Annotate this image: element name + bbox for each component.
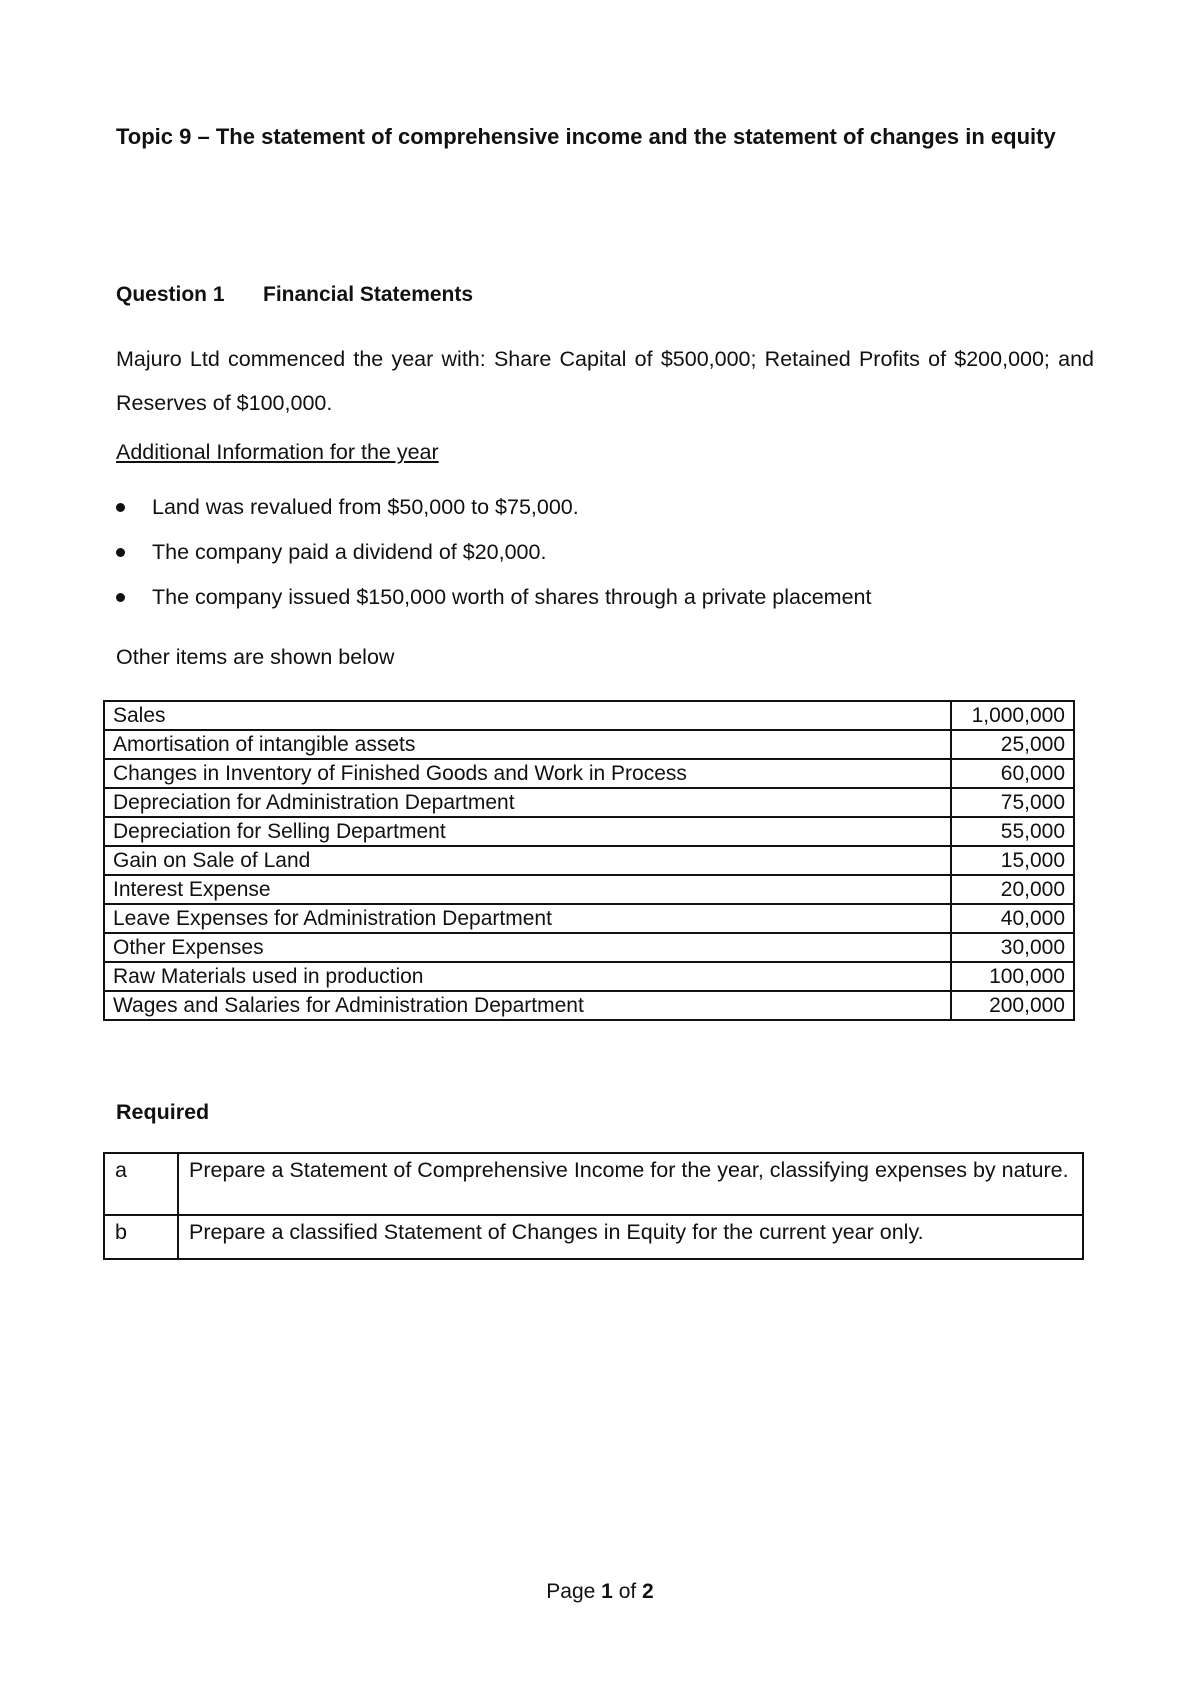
table-row <box>104 788 1074 817</box>
item-label: Amortisation of intangible assets <box>104 730 951 759</box>
item-amount: 25,000 <box>951 730 1074 759</box>
table-row <box>104 991 1074 1020</box>
required-text: Prepare a Statement of Comprehensive Income for the year, classifying expenses by nature. <box>178 1153 1083 1215</box>
list-item <box>116 585 871 630</box>
item-amount: 30,000 <box>951 933 1074 962</box>
table-row <box>104 904 1074 933</box>
bullet-icon <box>116 548 125 557</box>
list-item <box>116 495 871 540</box>
table-row <box>104 701 1074 730</box>
bullet-text: The company paid a dividend of $20,000. <box>152 540 547 564</box>
item-label: Interest Expense <box>104 875 951 904</box>
bullet-icon <box>116 503 125 512</box>
item-amount: 60,000 <box>951 759 1074 788</box>
item-label: Wages and Salaries for Administration Department <box>104 991 951 1020</box>
table-row <box>104 933 1074 962</box>
table-row <box>104 730 1074 759</box>
item-amount: 55,000 <box>951 817 1074 846</box>
table-row <box>104 1153 1083 1215</box>
table-row <box>104 759 1074 788</box>
item-label: Leave Expenses for Administration Department <box>104 904 951 933</box>
page-footer <box>0 1580 1200 1604</box>
item-amount: 15,000 <box>951 846 1074 875</box>
bullet-icon <box>116 593 125 602</box>
required-letter: a <box>104 1153 178 1215</box>
table-row <box>104 875 1074 904</box>
bullet-text: Land was revalued from $50,000 to $75,000. <box>152 495 579 519</box>
required-table <box>103 1152 1084 1260</box>
item-amount: 20,000 <box>951 875 1074 904</box>
table-row <box>104 962 1074 991</box>
item-label: Depreciation for Selling Department <box>104 817 951 846</box>
question-title: Financial Statements <box>263 283 474 306</box>
item-label: Sales <box>104 701 951 730</box>
item-amount: 1,000,000 <box>951 701 1074 730</box>
footer-page-current: 1 <box>601 1580 613 1603</box>
footer-of-word: of <box>618 1580 637 1603</box>
question-heading <box>116 283 473 307</box>
list-item <box>116 540 871 585</box>
bullet-list <box>116 495 871 630</box>
item-label: Gain on Sale of Land <box>104 846 951 875</box>
question-number: Question 1 <box>116 283 225 306</box>
required-letter: b <box>104 1215 178 1259</box>
item-label: Raw Materials used in production <box>104 962 951 991</box>
footer-page-total: 2 <box>642 1580 654 1603</box>
bullet-text: The company issued $150,000 worth of shares through a private placement <box>152 585 872 609</box>
items-table <box>103 700 1075 1021</box>
required-text: Prepare a classified Statement of Changes in Equity for the current year only. <box>178 1215 1083 1259</box>
page-title: Topic 9 – The statement of comprehensive income and the statement of changes in equity <box>116 124 1056 149</box>
item-label: Depreciation for Administration Department <box>104 788 951 817</box>
additional-info-heading: Additional Information for the year <box>116 440 439 464</box>
item-amount: 40,000 <box>951 904 1074 933</box>
table-row <box>104 1215 1083 1259</box>
item-amount: 75,000 <box>951 788 1074 817</box>
item-amount: 200,000 <box>951 991 1074 1020</box>
other-items-text: Other items are shown below <box>116 645 395 669</box>
item-label: Changes in Inventory of Finished Goods and Work in Process <box>104 759 951 788</box>
item-amount: 100,000 <box>951 962 1074 991</box>
item-label: Other Expenses <box>104 933 951 962</box>
table-row <box>104 846 1074 875</box>
required-heading: Required <box>116 1100 210 1124</box>
footer-page-word: Page <box>546 1580 596 1603</box>
intro-paragraph: Majuro Ltd commenced the year with: Share Capital of $500,000; Retained Profits of $200,000; and Reserves of $100,000. <box>116 347 1094 415</box>
table-row <box>104 817 1074 846</box>
